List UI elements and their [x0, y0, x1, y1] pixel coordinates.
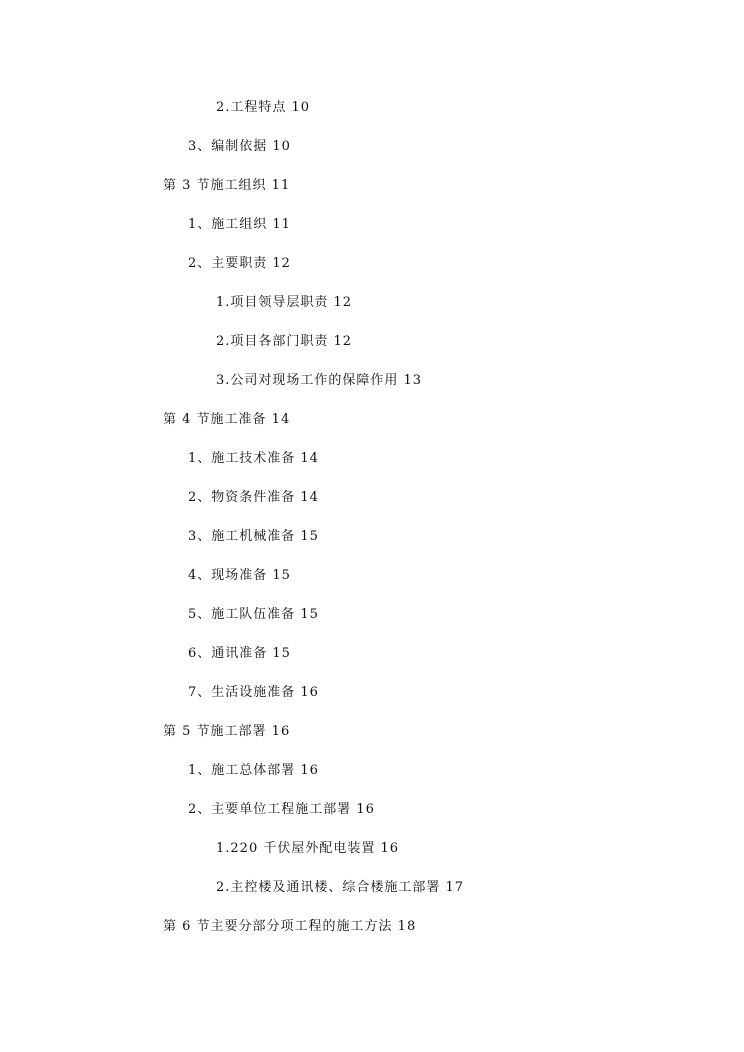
toc-entry-item[interactable]: 4、现场准备 15	[188, 568, 291, 583]
toc-entry-item[interactable]: 2、物资条件准备 14	[188, 490, 319, 505]
toc-entry-item[interactable]: 1、施工技术准备 14	[188, 451, 319, 466]
toc-entry-sub-item[interactable]: 1.220 千伏屋外配电装置 16	[216, 841, 400, 856]
toc-entry-item[interactable]: 1、施工组织 11	[188, 217, 291, 232]
toc-entry-section[interactable]: 第 3 节施工组织 11	[163, 178, 291, 193]
toc-entry-item[interactable]: 7、生活设施准备 16	[188, 685, 319, 700]
toc-entry-item[interactable]: 2、主要职责 12	[188, 256, 291, 271]
toc-entry-sub-item[interactable]: 3.公司对现场工作的保障作用 13	[216, 373, 423, 388]
toc-entry-sub-item[interactable]: 1.项目领导层职责 12	[216, 295, 353, 310]
toc-entry-item[interactable]: 1、施工总体部署 16	[188, 763, 319, 778]
toc-entry-section[interactable]: 第 5 节施工部署 16	[163, 724, 291, 739]
toc-entry-section[interactable]: 第 4 节施工准备 14	[163, 412, 291, 427]
toc-entry-section[interactable]: 第 6 节主要分部分项工程的施工方法 18	[163, 919, 417, 934]
toc-entry-item[interactable]: 3、编制依据 10	[188, 139, 291, 154]
toc-entry-item[interactable]: 2、主要单位工程施工部署 16	[188, 802, 375, 817]
toc-entry-item[interactable]: 3、施工机械准备 15	[188, 529, 319, 544]
toc-entry-sub-item[interactable]: 2.工程特点 10	[216, 100, 311, 115]
toc-entry-item[interactable]: 5、施工队伍准备 15	[188, 607, 319, 622]
toc-entry-sub-item[interactable]: 2.主控楼及通讯楼、综合楼施工部署 17	[216, 880, 465, 895]
toc-entry-item[interactable]: 6、通讯准备 15	[188, 646, 291, 661]
toc-entry-sub-item[interactable]: 2.项目各部门职责 12	[216, 334, 353, 349]
